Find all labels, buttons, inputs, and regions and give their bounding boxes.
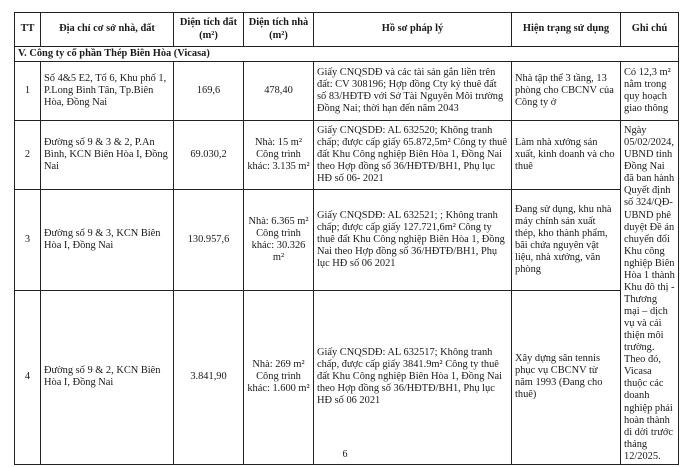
row-status: Xây dựng sân tennis phục vụ CBCNV từ năm 1993 (Đang cho thuê): [512, 290, 621, 464]
header-tt: TT: [15, 13, 41, 47]
row-status: Nhà tập thể 3 tầng, 13 phòng cho CBCNV của Công ty ở: [512, 62, 621, 121]
row-land-area: 169,6: [174, 62, 244, 121]
house-area-line: Công trình khác: 1.600 m²: [247, 371, 310, 395]
property-table: [14, 12, 679, 465]
house-area-line: Nhà: 15 m²: [255, 136, 302, 148]
header-status: Hiện trạng sử dụng: [512, 13, 621, 47]
section-title: V. Công ty cổ phần Thép Biên Hòa (Vicasa): [15, 47, 679, 62]
row-status: Đang sử dụng, khu nhà máy chính sản xuất thép, kho thành phẩm, bãi chứa nguyên vật liệu, nhà xưởng, văn phòng: [512, 189, 621, 290]
house-area-line: Nhà: 6.365 m²: [248, 215, 309, 227]
table-row: [15, 62, 679, 121]
row-note: Có 12,3 m² nằm trong quy hoạch giao thông: [621, 62, 679, 121]
header-house-area: Diện tích nhà (m²): [244, 13, 314, 47]
header-legal: Hồ sơ pháp lý: [314, 13, 512, 47]
header-note: Ghi chú: [621, 13, 679, 47]
row-house-area: [244, 290, 314, 464]
row-land-area: 130.957,6: [174, 189, 244, 290]
row-house-area: [244, 62, 314, 121]
row-legal: Giấy CNQSDĐ: AL 632521; ; Không tranh chấp; được cấp giấy 127.721,6m² Công ty thuê đất Khu Công nghiệp Biên Hòa 1, Đồng Nai theo Hợp đồng số 36/HĐTĐ/BH1, Phụ lục HĐ số 06 2021: [314, 189, 512, 290]
header-land-area: Diện tích đất (m²): [174, 13, 244, 47]
merged-note: Ngày 05/02/2024, UBND tỉnh Đồng Nai đã ban hành Quyết định số 324/QĐ-UBND phê duyệt Đề án chuyển đổi Khu công nghiệp Biên Hòa 1 thành Khu đô thị - Thương mại – dịch vụ và cải thiện môi trường. Theo đó, Vicasa thuộc các doanh nghiệp phải hoàn thành di dời trước tháng 12/2025.: [621, 121, 679, 465]
row-legal: Giấy CNQSDĐ: AL 632517; Không tranh chấp, được cấp giấy 3841.9m² Công ty thuê đất Khu Công nghiệp Biên Hòa 1, Đồng Nai theo Hợp đồng số 36/HĐTĐ/BH1, Phụ lục HĐ số 06 2021: [314, 290, 512, 464]
row-address: Số 4&5 E2, Tổ 6, Khu phố 1, P.Long Bình Tân, Tp.Biên Hòa, Đồng Nai: [41, 62, 174, 121]
row-address: Đường số 9 & 3, KCN Biên Hòa I, Đồng Nai: [41, 189, 174, 290]
header-row: [15, 13, 679, 47]
row-land-area: 69.030,2: [174, 121, 244, 190]
row-status: Làm nhà xưởng sản xuất, kinh doanh và cho thuê: [512, 121, 621, 190]
row-legal: Giấy CNQSDĐ và các tài sản gắn liền trên đất: CV 308196; Hợp đồng Cty ký thuê đất số 83/HĐTĐ với Sở Tài Nguyên Môi trường Đồng Nai; thời hạn đến năm 2043: [314, 62, 512, 121]
row-house-area: [244, 121, 314, 190]
table-row: [15, 290, 679, 464]
table-row: [15, 121, 679, 190]
row-legal: Giấy CNQSDĐ: AL 632520; Không tranh chấp; được cấp giấy 65.872,5m² Công ty thuê đất Khu Công nghiệp Biên Hòa 1, Đồng Nai theo Hợp đồng số 36/HĐTĐ/BH1, Phụ lục HĐ số 06- 2021: [314, 121, 512, 190]
row-address: Đường số 9 & 3 & 2, P.An Bình, KCN Biên Hòa I, Đồng Nai: [41, 121, 174, 190]
row-house-area: [244, 189, 314, 290]
header-address: Địa chỉ cơ sở nhà, đất: [41, 13, 174, 47]
row-land-area: 3.841,90: [174, 290, 244, 464]
table-row: [15, 189, 679, 290]
house-area-line: Công trình khác: 30.326 m²: [251, 227, 306, 263]
row-tt: 2: [15, 121, 41, 190]
section-row: [15, 47, 679, 62]
row-tt: 3: [15, 189, 41, 290]
row-tt: 4: [15, 290, 41, 464]
house-area-line: Công trình khác: 3.135 m²: [247, 148, 310, 172]
row-address: Đường số 9 & 2, KCN Biên Hòa I, Đồng Nai: [41, 290, 174, 464]
page-number: 6: [342, 449, 348, 460]
house-area-line: 478,40: [264, 85, 293, 97]
house-area-line: Nhà: 269 m²: [252, 359, 305, 371]
row-tt: 1: [15, 62, 41, 121]
